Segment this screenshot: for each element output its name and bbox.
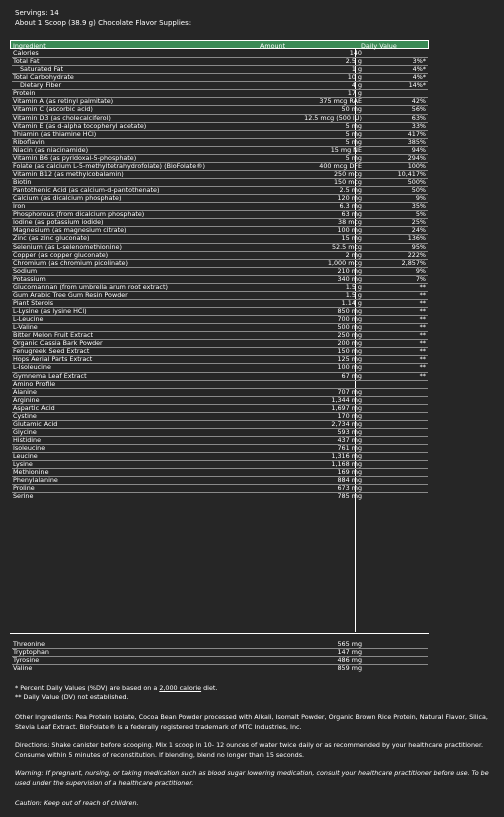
nutrient-daily-value: ** [419, 315, 426, 324]
nutrient-name: Saturated Fat [20, 65, 64, 74]
nutrient-daily-value: 222% [407, 250, 426, 259]
nutrient-amount: 500 mg [337, 323, 362, 332]
table-row [12, 453, 428, 461]
nutrient-table [12, 50, 428, 502]
table-row [12, 657, 428, 665]
table-row [12, 397, 428, 405]
nutrient-amount: 15 mg NE [330, 145, 362, 154]
nutrient-amount: 250 mcg [333, 169, 362, 178]
nutrient-table-continued [12, 641, 428, 673]
nutrient-name: Valine [13, 664, 33, 673]
nutrient-daily-value: 7% [415, 274, 426, 283]
nutrient-name: Glucomannan (from umbrella arum root extract) [13, 282, 168, 291]
servings-text: Servings: 14 [15, 9, 59, 17]
nutrient-daily-value: 56% [411, 105, 426, 114]
nutrient-name: Gum Arabic Tree Gum Resin Powder [13, 290, 128, 299]
nutrient-amount: 437 mg [337, 436, 362, 444]
header-ingredient: Ingredient [13, 41, 46, 50]
nutrient-name: Total Carbohydrate [13, 73, 74, 82]
table-end-rule [10, 633, 429, 634]
nutrient-amount: 147 mg [337, 648, 362, 657]
table-row [12, 485, 428, 493]
nutrient-name: Leucine [13, 452, 38, 461]
nutrient-amount: 125 mg [337, 355, 362, 364]
nutrient-name: Dietary Fiber [20, 81, 62, 90]
nutrient-amount: 1,344 mg [331, 395, 362, 404]
nutrient-amount: 10 g [347, 73, 362, 82]
nutrient-amount: 140 [349, 49, 362, 57]
nutrient-name: Niacin (as niacinamide) [13, 145, 89, 154]
nutrient-amount: 120 mg [337, 194, 362, 203]
nutrient-daily-value: ** [419, 307, 426, 315]
nutrient-name: Serine [13, 492, 34, 501]
nutrient-daily-value: 5% [415, 210, 426, 219]
nutrient-amount: 785 mg [337, 492, 362, 501]
percent-dv-note: * Percent Daily Values (%DV) are based on a 2,000 calorie diet. [15, 684, 218, 692]
nutrient-amount: 250 mg [337, 331, 362, 340]
nutrient-amount: 340 mg [337, 274, 362, 283]
nutrient-amount: 200 mg [337, 339, 362, 348]
nutrient-name: Aspartic Acid [13, 403, 55, 412]
nutrient-amount: 5 mg [345, 121, 362, 130]
nutrient-amount: 884 mg [337, 476, 362, 485]
table-row [12, 437, 428, 445]
nutrient-name: Zinc (as zinc gluconate) [13, 234, 90, 243]
table-row [12, 308, 428, 316]
nutrient-amount: 169 mg [337, 468, 362, 477]
table-row [12, 82, 428, 90]
table-row [12, 195, 428, 203]
table-row [12, 649, 428, 657]
nutrient-name: Sodium [13, 266, 38, 275]
nutrient-amount: 1.5 g [345, 290, 362, 299]
nutrient-name: L-Leucine [13, 315, 44, 324]
nutrient-daily-value: 385% [407, 137, 426, 146]
nutrient-name: Vitamin A (as retinyl palmitate) [13, 97, 114, 106]
nutrient-daily-value: 3%* [412, 57, 426, 66]
nutrient-daily-value: 500% [407, 178, 426, 186]
nutrient-amount: 6.3 mg [339, 202, 362, 211]
nutrient-name: Lysine [13, 460, 33, 469]
nutrient-name: Arginine [13, 395, 40, 404]
nutrient-daily-value: ** [419, 282, 426, 291]
nutrient-name: L-Valine [13, 323, 38, 332]
nutrient-name: Organic Cassia Bark Powder [13, 339, 103, 348]
directions-text: Directions: Shake canister before scooping. Mix 1 scoop in 10- 12 ounces of water twice daily or as recommended by your healthcare practitioner. Consume within 5 minutes of reconstitution. If blending, blend no longer than 15 seconds. [15, 741, 484, 760]
nutrient-daily-value: 9% [415, 266, 426, 275]
nutrient-amount: 50 mg [341, 105, 362, 114]
nutrient-daily-value: 42% [411, 97, 426, 106]
nutrient-amount: 17 g [347, 89, 362, 98]
caution-text: Caution: Keep out of reach of children. [15, 799, 139, 807]
nutrient-daily-value: 136% [407, 234, 426, 243]
nutrient-daily-value: ** [419, 347, 426, 356]
nutrient-daily-value: ** [419, 363, 426, 372]
calorie-link[interactable]: 2,000 calorie [159, 684, 202, 692]
nutrient-name: Tryptophan [13, 648, 49, 657]
table-row [12, 493, 428, 501]
nutrient-daily-value: 94% [411, 145, 426, 154]
nutrient-name: Vitamin B12 (as methylcobalamin) [13, 169, 124, 178]
table-row [12, 292, 428, 300]
table-row [12, 413, 428, 421]
nutrient-amount: 100 mg [337, 226, 362, 235]
nutrient-amount: 700 mg [337, 315, 362, 324]
table-row [12, 356, 428, 364]
nutrient-name: Bitter Melon Fruit Extract [13, 331, 94, 340]
table-row [12, 477, 428, 485]
nutrient-daily-value: 9% [415, 194, 426, 203]
nutrient-daily-value: ** [419, 290, 426, 299]
nutrient-name: Cystine [13, 411, 37, 420]
table-row [12, 131, 428, 139]
nutrient-daily-value: 294% [407, 153, 426, 162]
nutrient-amount: 761 mg [337, 444, 362, 453]
nutrient-name: Tyrosine [13, 656, 40, 665]
nutrient-amount: 4 g [351, 81, 362, 90]
nutrient-amount: 100 mg [337, 363, 362, 372]
nutrient-amount: 1 g [351, 65, 362, 74]
nutrient-amount: 1.14 g [341, 298, 362, 307]
nutrient-name: L-Lysine (as lysine HCl) [13, 307, 87, 315]
nutrient-daily-value: ** [419, 298, 426, 307]
nutrient-daily-value: ** [419, 371, 426, 380]
table-row [12, 171, 428, 179]
table-row [12, 405, 428, 413]
nutrient-name: Riboflavin [13, 137, 45, 146]
nutrient-amount: 1,000 mcg [327, 258, 362, 267]
nutrient-amount: 1,316 mg [331, 452, 362, 461]
nutrient-name: Threonine [13, 640, 46, 648]
table-row [12, 421, 428, 429]
nutrient-daily-value: 24% [411, 226, 426, 235]
nutrient-daily-value: 4%* [412, 65, 426, 74]
serving-size-text: About 1 Scoop (38.9 g) Chocolate Flavor Supplies: [15, 19, 192, 27]
nutrient-amount: 210 mg [337, 266, 362, 275]
table-row [12, 665, 428, 673]
nutrient-name: Potassium [13, 274, 46, 283]
nutrient-daily-value: 417% [407, 129, 426, 138]
table-row [12, 373, 428, 381]
nutrient-name: Thiamin (as thiamine HCl) [13, 129, 97, 138]
nutrient-amount: 400 mcg DFE [319, 161, 362, 170]
table-header [10, 40, 429, 49]
nutrient-name: Iron [13, 202, 26, 211]
nutrient-amount: 5 mg [345, 129, 362, 138]
table-row [12, 50, 428, 58]
nutrient-daily-value: 14%* [408, 81, 426, 90]
table-row [12, 381, 428, 389]
nutrient-amount: 2.5 mg [339, 186, 362, 195]
nutrient-name: Fenugreek Seed Extract [13, 347, 90, 356]
table-row [12, 445, 428, 453]
nutrient-name: Phosphorous (from dicalcium phosphate) [13, 210, 145, 219]
nutrient-name: Selenium (as L-selenomethionine) [13, 242, 122, 251]
nutrient-amount: 1,168 mg [331, 460, 362, 469]
table-row [12, 316, 428, 324]
nutrient-name: Total Fat [13, 57, 40, 66]
header-daily-value: Daily Value [361, 41, 397, 50]
nutrient-amount: 5 mg [345, 153, 362, 162]
nutrient-name: Alanine [13, 387, 37, 396]
nutrient-daily-value: 35% [411, 202, 426, 211]
nutrient-name: Hops Aerial Parts Extract [13, 355, 93, 364]
table-row [12, 389, 428, 397]
nutrient-name: Proline [13, 484, 35, 493]
nutrient-daily-value: 2,857% [401, 258, 426, 267]
nutrient-name: Isoleucine [13, 444, 46, 453]
table-row [12, 74, 428, 82]
nutrient-name: Glycine [13, 427, 37, 436]
nutrient-amount: 15 mg [341, 234, 362, 243]
nutrient-amount: 170 mg [337, 411, 362, 420]
nutrient-name: Amino Profile [13, 379, 56, 388]
nutrient-name: Plant Sterols [13, 298, 54, 307]
nutrient-amount: 673 mg [337, 484, 362, 493]
nutrient-name: Calories [13, 49, 39, 57]
nutrient-amount: 2 mg [345, 250, 362, 259]
nutrient-amount: 12.5 mcg (500 IU) [304, 113, 362, 122]
nutrient-amount: 52.5 mcg [331, 242, 362, 251]
nutrient-name: Histidine [13, 436, 42, 444]
table-row [12, 268, 428, 276]
nutrient-name: Protein [13, 89, 36, 98]
nutrient-amount: 1,697 mg [331, 403, 362, 412]
nutrient-amount: 850 mg [337, 307, 362, 315]
nutrient-amount: 2.5 g [345, 57, 362, 66]
nutrient-amount: 5 mg [345, 137, 362, 146]
nutrient-amount: 38 mcg [338, 218, 362, 227]
nutrient-name: Folate (as calcium L-5-methyltetrahydrofolate) (BioFolate®) [13, 161, 206, 170]
nutrient-name: Pantothenic Acid (as calcium-d-pantothenate) [13, 186, 160, 195]
nutrient-amount: 150 mg [337, 347, 362, 356]
nutrient-daily-value: ** [419, 323, 426, 332]
nutrient-name: Copper (as copper gluconate) [13, 250, 109, 259]
nutrient-name: Glutamic Acid [13, 419, 58, 428]
table-row [12, 66, 428, 74]
table-row [12, 260, 428, 268]
nutrient-amount: 375 mcg RAE [319, 97, 362, 106]
warning-text: Warning: If pregnant, nursing, or taking medication such as blood sugar lowering medication, consult your healthcare practitioner before use. To be used under the supervision of a healthcare practitioner. [15, 769, 489, 788]
nutrient-name: Iodine (as potassium iodide) [13, 218, 104, 227]
nutrient-daily-value: 25% [411, 218, 426, 227]
nutrient-daily-value: 4%* [412, 73, 426, 82]
dv-not-established-note: ** Daily Value (DV) not established. [15, 693, 129, 701]
nutrient-name: Chromium (as chromium picolinate) [13, 258, 128, 267]
nutrient-name: Phenylalanine [13, 476, 58, 485]
nutrient-name: Vitamin D3 (as cholecalciferol) [13, 113, 111, 122]
nutrient-amount: 707 mg [337, 387, 362, 396]
nutrient-amount: 63 mg [341, 210, 362, 219]
nutrient-name: Vitamin E (as d-alpha tocopheryl acetate) [13, 121, 147, 130]
nutrient-name: L-Isoleucine [13, 363, 51, 372]
nutrient-name: Calcium (as dicalcium phosphate) [13, 194, 122, 203]
table-row [12, 461, 428, 469]
nutrient-daily-value: ** [419, 355, 426, 364]
other-ingredients-text: Other Ingredients: Pea Protein Isolate, Cocoa Bean Powder processed with Alkali, Isomalt Powder, Organic Brown Rice Protein, Natural Flavor, Silica, Stevia Leaf Extract. BioFolate® is a federally registered trademark of MTC Industries, Inc. [15, 713, 488, 732]
nutrient-daily-value: ** [419, 339, 426, 348]
nutrient-name: Gymnema Leaf Extract [13, 371, 87, 380]
nutrient-name: Methionine [13, 468, 49, 477]
nutrient-amount: 486 mg [337, 656, 362, 665]
nutrient-daily-value: 33% [411, 121, 426, 130]
nutrient-amount: 565 mg [337, 640, 362, 648]
nutrient-daily-value: 10,417% [397, 169, 426, 178]
table-row [12, 641, 428, 649]
nutrient-name: Biotin [13, 178, 32, 186]
header-amount: Amount [260, 41, 286, 50]
nutrient-amount: 859 mg [337, 664, 362, 673]
nutrient-daily-value: 95% [411, 242, 426, 251]
nutrient-daily-value: 63% [411, 113, 426, 122]
table-row [12, 429, 428, 437]
nutrient-amount: 2,734 mg [331, 419, 362, 428]
table-row [12, 469, 428, 477]
nutrient-daily-value: 50% [411, 186, 426, 195]
nutrient-amount: 1.5 g [345, 282, 362, 291]
nutrient-name: Magnesium (as magnesium citrate) [13, 226, 127, 235]
nutrient-amount: 593 mg [337, 427, 362, 436]
table-row [12, 58, 428, 66]
nutrient-daily-value: ** [419, 331, 426, 340]
nutrient-amount: 150 mcg [333, 178, 362, 186]
nutrient-name: Vitamin B6 (as pyridoxal-5-phosphate) [13, 153, 137, 162]
nutrient-amount: 67 mg [341, 371, 362, 380]
nutrient-name: Vitamin C (ascorbic acid) [13, 105, 93, 114]
nutrient-daily-value: 100% [407, 161, 426, 170]
